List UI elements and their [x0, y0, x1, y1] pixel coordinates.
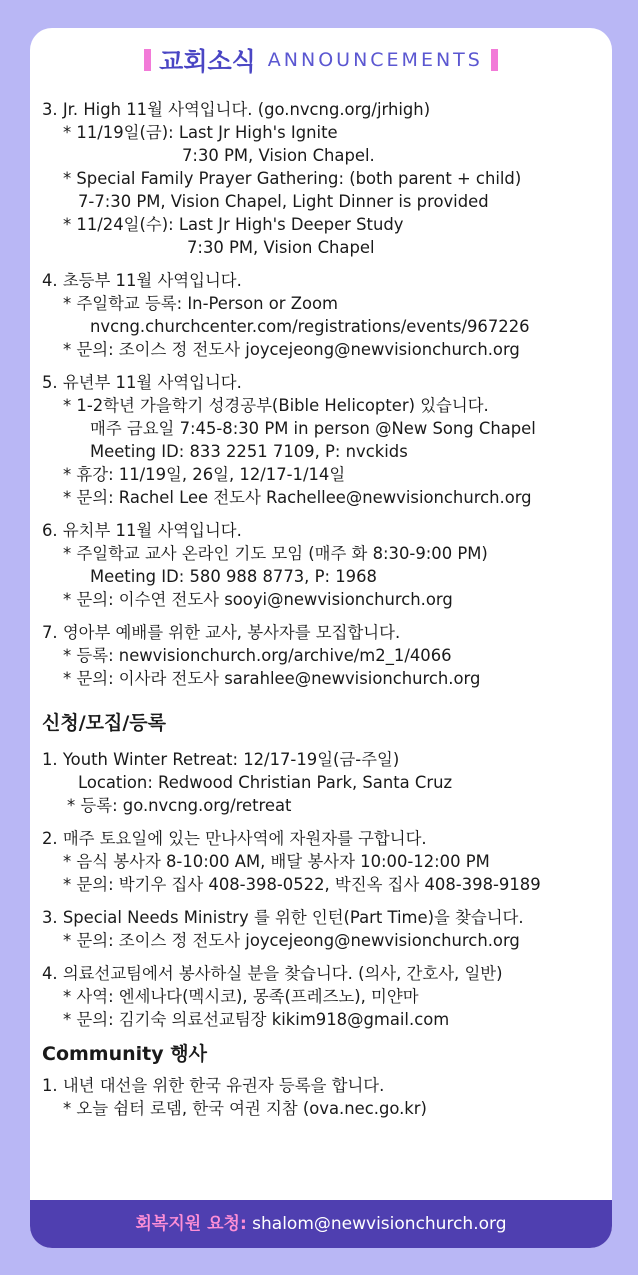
english-title: ANNOUNCEMENTS — [267, 49, 483, 71]
announcement-detail: Location: Redwood Christian Park, Santa Cruz — [78, 773, 453, 792]
announcement-detail: * 11/19일(금): Last Jr High's Ignite — [63, 123, 338, 142]
footer-label: 회복지원 요청: — [135, 1214, 247, 1234]
announcement-detail: * 등록: newvisionchurch.org/archive/m2_1/4066 — [63, 646, 452, 665]
header — [30, 42, 612, 78]
announcement-title: 7. 영아부 예배를 위한 교사, 봉사자를 모집합니다. — [42, 623, 401, 642]
announcement-detail: * 휴강: 11/19일, 26일, 12/17-1/14일 — [63, 465, 346, 484]
announcement-detail: * 문의: 박기우 집사 408-398-0522, 박진옥 집사 408-398-9189 — [63, 875, 541, 894]
announcement-detail: * 1-2학년 가을학기 성경공부(Bible Helicopter) 있습니다. — [63, 396, 489, 415]
announcement-detail: * 등록: go.nvcng.org/retreat — [67, 796, 292, 815]
announcement-title: 2. 매주 토요일에 있는 만나사역에 자원자를 구합니다. — [42, 829, 427, 848]
announcement-title: 4. 초등부 11월 사역입니다. — [42, 271, 242, 290]
announcement-title: 4. 의료선교팀에서 봉사하실 분을 찾습니다. (의사, 간호사, 일반) — [42, 964, 503, 983]
announcement-detail: * 주일학교 등록: In-Person or Zoom — [63, 294, 339, 313]
announcement-detail: * 문의: 조이스 정 전도사 joycejeong@newvisionchurch.org — [63, 340, 520, 359]
signup-heading: 신청/모집/등록 — [42, 712, 167, 734]
ministry-sections — [42, 98, 606, 690]
announcement-detail: 매주 금요일 7:45-8:30 PM in person @New Song Chapel — [90, 419, 536, 438]
announcement-special-needs — [42, 906, 606, 952]
announcement-detail: * 11/24일(수): Last Jr High's Deeper Study — [63, 215, 404, 234]
announcements-card — [30, 28, 612, 1248]
announcement-title: 3. Special Needs Ministry 를 위한 인턴(Part Time)을 찾습니다. — [42, 908, 524, 927]
korean-title: 교회소식 — [159, 47, 256, 76]
announcement-title: 5. 유년부 11월 사역입니다. — [42, 373, 242, 392]
announcement-kindergarten — [42, 519, 606, 611]
announcement-detail: * 주일학교 교사 온라인 기도 모임 (매주 화 8:30-9:00 PM) — [63, 544, 488, 563]
announcement-medical — [42, 962, 606, 1031]
announcement-detail: * 오늘 쉼터 로뎀, 한국 여권 지참 (ova.nec.go.kr) — [63, 1099, 427, 1118]
announcement-title: 1. Youth Winter Retreat: 12/17-19일(금-주일) — [42, 750, 400, 769]
announcement-detail: Meeting ID: 833 2251 7109, P: nvckids — [90, 442, 408, 461]
signup-sections — [42, 748, 606, 1031]
announcement-detail: * 문의: 이수연 전도사 sooyi@newvisionchurch.org — [63, 590, 453, 609]
community-heading: Community 행사 — [42, 1043, 207, 1065]
announcement-detail: * 음식 봉사자 8-10:00 AM, 배달 봉사자 10:00-12:00 PM — [63, 852, 490, 871]
announcement-detail: * 사역: 엔세나다(멕시코), 몽족(프레즈노), 미얀마 — [63, 987, 419, 1006]
footer-bar — [30, 1200, 612, 1248]
announcement-detail: * 문의: 김기숙 의료선교팀장 kikim918@gmail.com — [63, 1010, 450, 1029]
footer-email-link[interactable]: shalom@newvisionchurch.org — [252, 1214, 507, 1234]
announcement-title: 3. Jr. High 11월 사역입니다. (go.nvcng.org/jrhigh) — [42, 100, 431, 119]
announcement-detail: * 문의: 조이스 정 전도사 joycejeong@newvisionchurch.org — [63, 931, 520, 950]
right-pink-bar — [491, 49, 498, 71]
announcement-elementary — [42, 269, 606, 361]
announcement-detail: * 문의: 이사라 전도사 sarahlee@newvisionchurch.org — [63, 669, 481, 688]
content — [42, 98, 606, 1130]
announcement-retreat — [42, 748, 606, 817]
announcement-detail: 7:30 PM, Vision Chapel. — [182, 146, 375, 165]
announcement-title: 6. 유치부 11월 사역입니다. — [42, 521, 242, 540]
announcement-detail: 7:30 PM, Vision Chapel — [187, 238, 375, 257]
announcement-detail: * Special Family Prayer Gathering: (both parent + child) — [63, 169, 522, 188]
announcement-voter — [42, 1074, 606, 1120]
announcement-infant — [42, 621, 606, 690]
announcement-detail: 7-7:30 PM, Vision Chapel, Light Dinner is provided — [78, 192, 489, 211]
announcement-detail: * 문의: Rachel Lee 전도사 Rachellee@newvisionchurch.org — [63, 488, 532, 507]
community-sections — [42, 1074, 606, 1120]
announcement-jrhigh — [42, 98, 606, 259]
announcement-youth-kids — [42, 371, 606, 509]
announcement-manna — [42, 827, 606, 896]
announcement-detail: nvcng.churchcenter.com/registrations/events/967226 — [90, 317, 530, 336]
announcement-detail: Meeting ID: 580 988 8773, P: 1968 — [90, 567, 377, 586]
left-pink-bar — [144, 49, 151, 71]
announcement-title: 1. 내년 대선을 위한 한국 유권자 등록을 합니다. — [42, 1076, 385, 1095]
